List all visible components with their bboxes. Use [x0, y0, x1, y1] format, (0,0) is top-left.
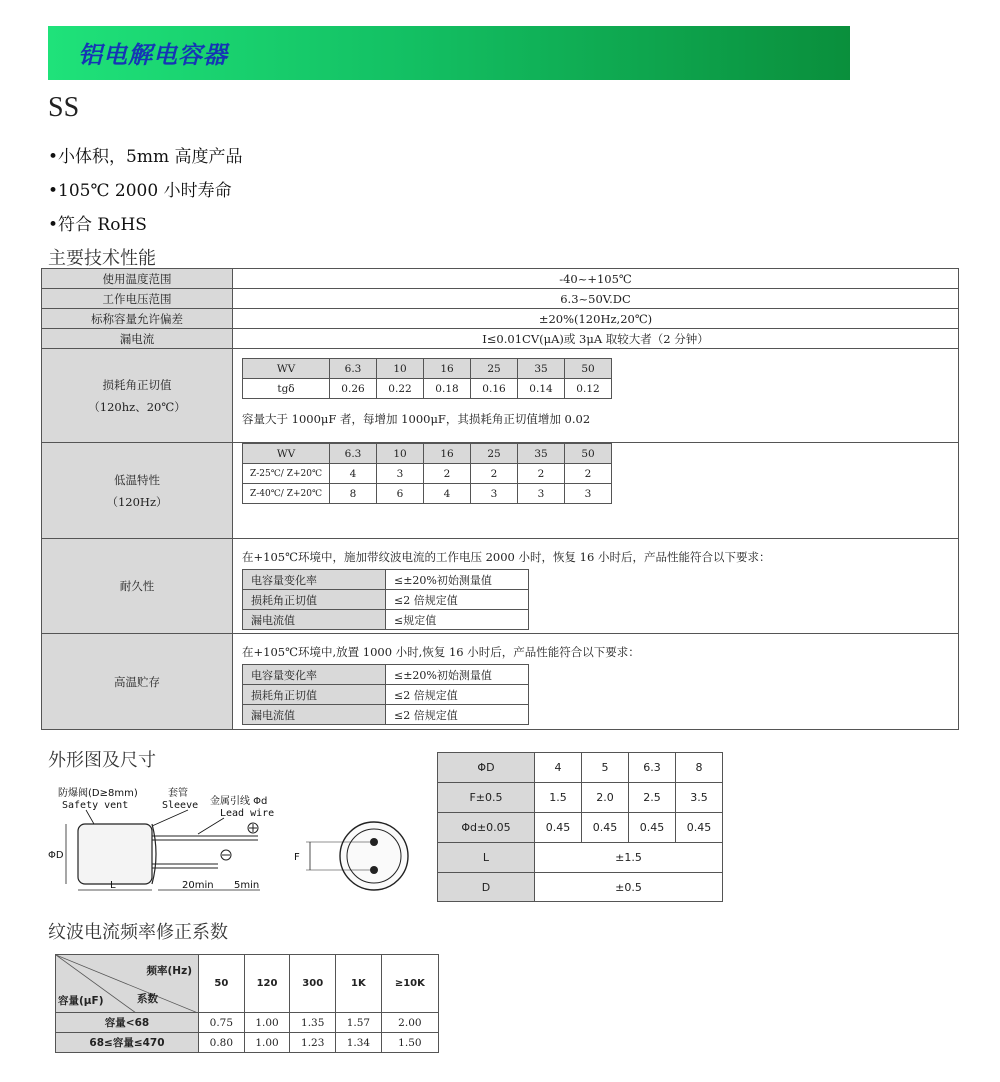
dim-head: 5 — [582, 753, 629, 783]
spec-label: 标称容量允许偏差 — [42, 309, 233, 329]
endurance-note: 在+105℃环境中，施加带纹波电流的工作电压 2000 小时，恢复 16 小时后，产品性能符合以下要求： — [242, 550, 771, 564]
lt-head: WV — [243, 444, 330, 464]
dim-head: 4 — [535, 753, 582, 783]
ripple-row-label: 68≤容量≤470 — [56, 1033, 199, 1053]
df-head: 50 — [565, 359, 612, 379]
dim-F: F — [294, 852, 300, 863]
req-label: 损耗角正切值 — [243, 590, 386, 610]
lt-value: 3 — [565, 484, 612, 504]
dim-value: 2.0 — [582, 783, 629, 813]
df-table — [242, 358, 612, 399]
spec-value: ±20%(120Hz,20℃) — [233, 309, 959, 329]
corner-freq: 频率(Hz) — [146, 965, 192, 977]
lead-en: Lead wire — [220, 808, 275, 819]
ripple-freq: 300 — [290, 955, 336, 1013]
shelf-cell — [233, 634, 959, 730]
ripple-value: 2.00 — [381, 1013, 438, 1033]
df-value: 0.26 — [330, 379, 377, 399]
dim-label: L — [438, 843, 535, 873]
ripple-value: 1.34 — [336, 1033, 382, 1053]
lt-value: 3 — [377, 464, 424, 484]
dim-L: L — [110, 880, 116, 891]
feature-item: •小体积，5mm 高度产品 — [48, 147, 243, 167]
outline-diagram — [48, 784, 418, 902]
lt-value: 8 — [330, 484, 377, 504]
dim-phiD: ΦD — [48, 850, 64, 861]
dim-value: 3.5 — [676, 783, 723, 813]
ripple-value: 1.35 — [290, 1013, 336, 1033]
dim-value: 0.45 — [582, 813, 629, 843]
endurance-cell — [233, 539, 959, 634]
req-value: ≤±20%初始测量值 — [386, 665, 529, 685]
lt-row-label: Z-40℃/ Z+20℃ — [243, 484, 330, 504]
dim-value: 2.5 — [629, 783, 676, 813]
title-banner — [48, 26, 850, 80]
lead-cn: 金属引线 Φd — [210, 796, 268, 807]
dim-5min: 5min — [234, 880, 260, 891]
sleeve-en: Sleeve — [162, 800, 199, 811]
capacitor-body — [78, 824, 152, 884]
lt-label: 低温特性 — [114, 472, 160, 487]
corner-coef: 系数 — [137, 993, 158, 1005]
safety-vent-cn: 防爆阀(D≥8mm) — [58, 788, 138, 799]
lt-value: 2 — [518, 464, 565, 484]
lt-value: 2 — [424, 464, 471, 484]
req-value: ≤2 倍规定值 — [386, 590, 529, 610]
req-value: ≤规定值 — [386, 610, 529, 630]
ripple-table — [55, 954, 439, 1053]
feature-item: •105℃ 2000 小时寿命 — [48, 181, 232, 201]
safety-vent-en: Safety vent — [62, 800, 129, 811]
spec-value: 6.3~50V.DC — [233, 289, 959, 309]
lt-value: 3 — [518, 484, 565, 504]
ripple-row-label: 容量<68 — [56, 1013, 199, 1033]
req-label: 损耗角正切值 — [243, 685, 386, 705]
df-row-label: tgδ — [243, 379, 330, 399]
shelf-note: 在+105℃环境中,放置 1000 小时,恢复 16 小时后，产品性能符合以下要求： — [242, 645, 640, 659]
lt-value: 3 — [471, 484, 518, 504]
lt-head: 6.3 — [330, 444, 377, 464]
ripple-freq: 50 — [199, 955, 245, 1013]
dim-value: 0.45 — [535, 813, 582, 843]
df-head: 25 — [471, 359, 518, 379]
lt-head: 10 — [377, 444, 424, 464]
ripple-freq: 120 — [244, 955, 290, 1013]
ripple-corner — [56, 955, 199, 1013]
req-value: ≤2 倍规定值 — [386, 705, 529, 725]
df-value: 0.22 — [377, 379, 424, 399]
lt-head: 50 — [565, 444, 612, 464]
ripple-value: 0.80 — [199, 1033, 245, 1053]
ripple-freq: 1K — [336, 955, 382, 1013]
req-label: 漏电流值 — [243, 705, 386, 725]
df-cell — [233, 349, 959, 443]
lt-value: 2 — [565, 464, 612, 484]
dim-label: Φd±0.05 — [438, 813, 535, 843]
lt-head: 35 — [518, 444, 565, 464]
lt-table — [242, 443, 612, 504]
dim-20min: 20min — [182, 880, 214, 891]
ripple-value: 0.75 — [199, 1013, 245, 1033]
df-value: 0.12 — [565, 379, 612, 399]
df-value: 0.18 — [424, 379, 471, 399]
df-note: 容量大于 1000μF 者，每增加 1000μF，其损耗角正切值增加 0.02 — [242, 412, 591, 426]
req-value: ≤2 倍规定值 — [386, 685, 529, 705]
spec-value: I≤0.01CV(μA)或 3μA 取较大者（2 分钟） — [233, 329, 959, 349]
spec-label-df — [42, 349, 233, 443]
dimension-table — [437, 752, 723, 902]
dim-label: F±0.5 — [438, 783, 535, 813]
capacitor-top-view — [340, 822, 408, 890]
section-title-dimensions: 外形图及尺寸 — [48, 750, 156, 771]
section-title-specs: 主要技术性能 — [48, 248, 156, 269]
lt-value: 4 — [424, 484, 471, 504]
lt-value: 4 — [330, 464, 377, 484]
lt-value: 6 — [377, 484, 424, 504]
lt-sub: （120Hz） — [106, 494, 168, 509]
dim-value: ±0.5 — [535, 873, 723, 902]
spec-label: 漏电流 — [42, 329, 233, 349]
spec-label: 高温贮存 — [42, 634, 233, 730]
dim-head: 6.3 — [629, 753, 676, 783]
ripple-value: 1.23 — [290, 1033, 336, 1053]
dim-value: 1.5 — [535, 783, 582, 813]
dim-value: ±1.5 — [535, 843, 723, 873]
sleeve-cn: 套管 — [168, 788, 188, 799]
ripple-value: 1.00 — [244, 1033, 290, 1053]
df-head: 10 — [377, 359, 424, 379]
req-value: ≤±20%初始测量值 — [386, 570, 529, 590]
feature-item: •符合 RoHS — [48, 215, 147, 235]
dim-value: 0.45 — [676, 813, 723, 843]
spec-label: 使用温度范围 — [42, 269, 233, 289]
req-label: 漏电流值 — [243, 610, 386, 630]
df-value: 0.16 — [471, 379, 518, 399]
lt-cell — [233, 443, 959, 539]
dim-value: 0.45 — [629, 813, 676, 843]
section-title-ripple: 纹波电流频率修正系数 — [48, 922, 228, 943]
endurance-table — [242, 569, 529, 630]
ripple-value: 1.00 — [244, 1013, 290, 1033]
req-label: 电容量变化率 — [243, 570, 386, 590]
spec-label: 工作电压范围 — [42, 289, 233, 309]
lt-value: 2 — [471, 464, 518, 484]
series-name: SS — [48, 92, 80, 123]
spec-label-lt — [42, 443, 233, 539]
df-head: 35 — [518, 359, 565, 379]
df-head: WV — [243, 359, 330, 379]
df-label: 损耗角正切值 — [102, 377, 172, 392]
dim-head: 8 — [676, 753, 723, 783]
dim-head: ΦD — [438, 753, 535, 783]
dim-label: D — [438, 873, 535, 902]
lt-head: 16 — [424, 444, 471, 464]
shelf-table — [242, 664, 529, 725]
lt-head: 25 — [471, 444, 518, 464]
corner-cap: 容量(μF) — [58, 995, 104, 1007]
df-head: 6.3 — [330, 359, 377, 379]
ripple-value: 1.57 — [336, 1013, 382, 1033]
req-label: 电容量变化率 — [243, 665, 386, 685]
df-head: 16 — [424, 359, 471, 379]
page-title: 铝电解电容器 — [78, 41, 228, 69]
spec-value: -40~+105℃ — [233, 269, 959, 289]
ripple-freq: ≥10K — [381, 955, 438, 1013]
spec-label: 耐久性 — [42, 539, 233, 634]
ripple-value: 1.50 — [381, 1033, 438, 1053]
df-value: 0.14 — [518, 379, 565, 399]
spec-table — [41, 268, 959, 730]
df-sub: （120hz、20℃） — [88, 399, 186, 414]
lt-row-label: Z-25℃/ Z+20℃ — [243, 464, 330, 484]
